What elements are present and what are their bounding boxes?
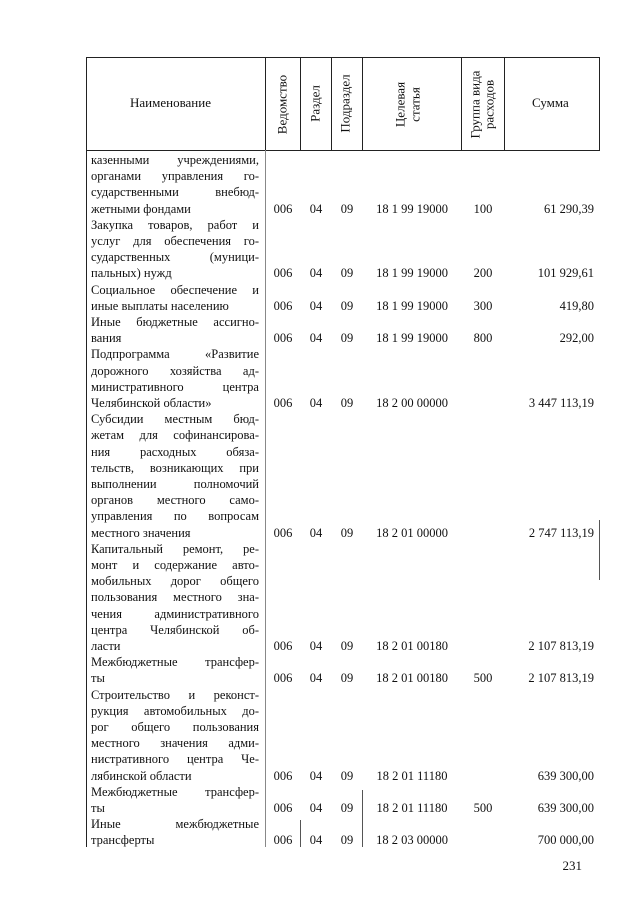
row-6-name [91, 541, 259, 654]
row-name-line: пальных) нужд [91, 266, 172, 281]
row-name-line: ты [91, 671, 105, 686]
row-9-grp: 500 [473, 801, 493, 815]
row-name-line: рукция автомобильных до- [91, 703, 259, 718]
row-8-name [91, 687, 259, 784]
row-2-name [91, 282, 259, 314]
row-name-line: Закупка товаров, работ и [91, 217, 259, 232]
row-7-ved: 006 [273, 671, 293, 686]
header-gruppa-1: Группа вида [467, 70, 483, 139]
row-name-line: пользования местного зна- [91, 590, 259, 605]
row-4-razd: 04 [309, 396, 323, 410]
row-2-ved: 006 [273, 298, 293, 313]
row-7-grp: 500 [473, 671, 493, 686]
row-5-razd: 04 [309, 525, 323, 540]
row-2-podr: 09 [340, 298, 354, 313]
row-1-grp: 200 [473, 266, 493, 281]
row-8-cel: 18 2 01 11180 [376, 768, 448, 783]
row-7-sum: 2 107 813,19 [528, 671, 594, 686]
row-name-line: вания [91, 331, 122, 346]
row-0-razd: 04 [309, 201, 323, 216]
body-sep-1 [265, 150, 266, 847]
row-name-line: жетам для софинансирова- [91, 428, 259, 443]
row-6-podr: 09 [340, 639, 354, 653]
row-3-ved: 006 [273, 331, 293, 346]
row-name-line: казенными учреждениями, [91, 153, 259, 167]
row-name-line: ты [91, 800, 105, 815]
row-5-ved: 006 [273, 525, 293, 540]
col-sep-3 [331, 57, 332, 150]
row-name-line: услуг для обеспечения го- [91, 233, 259, 248]
row-0-name [91, 152, 259, 217]
header-gruppa-2: расходов [481, 79, 497, 130]
header-podrazdel: Подраздел [337, 74, 353, 133]
row-3-cel: 18 1 99 19000 [376, 331, 448, 346]
row-name-line: Межбюджетные трансфер- [91, 655, 259, 670]
row-name-line: нистративного центра Че- [91, 752, 259, 767]
row-10-cel: 18 2 03 00000 [376, 833, 448, 848]
row-0-ved: 006 [273, 201, 293, 216]
row-7-name [91, 654, 259, 686]
table-left-border [86, 57, 87, 847]
row-name-line: лябинской области [91, 768, 192, 783]
header-summa: Сумма [532, 95, 569, 110]
row-3-grp: 800 [473, 331, 493, 346]
row-name-line: органов местного само- [91, 493, 259, 508]
row-4-ved: 006 [273, 396, 293, 410]
row-3-name [91, 314, 259, 346]
row-name-line: мобильных дорог общего [91, 574, 259, 589]
row-name-line: иные выплаты населению [91, 298, 229, 313]
header-celevaya-1: Целевая [392, 81, 408, 128]
row-0-cel: 18 1 99 19000 [376, 201, 448, 216]
row-name-line: ласти [91, 638, 121, 653]
row-name-line: ния расходных обяза- [91, 444, 259, 459]
row-4-podr: 09 [340, 396, 354, 410]
table-top-border [86, 57, 600, 58]
row-2-cel: 18 1 99 19000 [376, 298, 448, 313]
header-celevaya-2: статья [407, 87, 423, 122]
row-name-line: трансферты [91, 833, 155, 848]
row-5-podr: 09 [340, 525, 354, 540]
row-name-line: монт и содержание авто- [91, 557, 259, 572]
header-vedomstvo: Ведомство [274, 74, 290, 135]
row-8-sum: 639 300,00 [537, 768, 594, 783]
row-8-razd: 04 [309, 768, 323, 783]
row-name-line: Иные межбюджетные [91, 817, 259, 832]
row-10-sum: 700 000,00 [537, 833, 594, 848]
col-sep-6 [504, 57, 505, 150]
row-1-name [91, 217, 259, 282]
row-0-podr: 09 [340, 201, 354, 216]
col-sep-2 [300, 57, 301, 150]
row-6-ved: 006 [273, 639, 293, 653]
row-name-line: Субсидии местным бюд- [91, 412, 259, 427]
row-name-line: министративного центра [91, 379, 259, 394]
row-7-razd: 04 [309, 671, 323, 686]
header-name: Наименование [130, 95, 211, 110]
row-5-cel: 18 2 01 00000 [376, 525, 448, 540]
row-name-line: Иные бюджетные ассигно- [91, 315, 259, 329]
row-9-ved: 006 [273, 801, 293, 815]
row-name-line: Подпрограмма «Развитие [91, 347, 259, 362]
row-8-podr: 09 [340, 768, 354, 783]
row-8-ved: 006 [273, 768, 293, 783]
row-name-line: сударственными внебюд- [91, 185, 259, 200]
row-7-cel: 18 2 01 00180 [376, 671, 448, 686]
row-1-razd: 04 [309, 266, 323, 281]
row-name-line: Строительство и реконст- [91, 687, 259, 702]
row-name-line: местного значения адми- [91, 736, 259, 751]
row-name-line: Межбюджетные трансфер- [91, 784, 259, 799]
row-9-razd: 04 [309, 801, 323, 815]
row-name-line: сударственных (муници- [91, 250, 259, 265]
row-name-line: Челябинской области» [91, 395, 212, 410]
col-sep-1 [265, 57, 266, 150]
row-3-sum: 292,00 [559, 331, 594, 346]
row-4-sum: 3 447 113,19 [528, 396, 594, 410]
row-9-name [91, 784, 259, 816]
row-10-ved: 006 [273, 833, 293, 848]
row-2-razd: 04 [309, 298, 323, 313]
row-2-grp: 300 [473, 298, 493, 313]
row-2-sum: 419,80 [559, 298, 594, 313]
row-name-line: жетными фондами [91, 201, 191, 216]
row-0-grp: 100 [473, 201, 493, 216]
page-number: 231 [562, 858, 582, 873]
row-1-cel: 18 1 99 19000 [376, 266, 448, 281]
row-10-name [91, 816, 259, 848]
body-sep-right [599, 520, 600, 580]
row-4-cel: 18 2 00 00000 [376, 396, 448, 410]
row-6-sum: 2 107 813,19 [528, 639, 594, 653]
table-right-border [599, 57, 600, 150]
row-name-line: выполнении полномочий [91, 476, 259, 491]
row-3-razd: 04 [309, 331, 323, 346]
row-0-sum: 61 290,39 [544, 201, 594, 216]
row-name-line: управления по вопросам [91, 509, 259, 524]
row-6-cel: 18 2 01 00180 [376, 639, 448, 653]
row-name-line: Капитальный ремонт, ре- [91, 541, 259, 556]
row-name-line: дорожного хозяйства ад- [91, 363, 259, 378]
row-name-line: рог общего пользования [91, 719, 259, 734]
row-3-podr: 09 [340, 331, 354, 346]
row-5-sum: 2 747 113,19 [528, 525, 594, 540]
row-name-line: органами управления го- [91, 169, 259, 184]
row-6-razd: 04 [309, 639, 323, 653]
row-name-line: тельств, возникающих при [91, 460, 259, 475]
row-name-line: чения административного [91, 606, 259, 621]
row-5-name [91, 411, 259, 541]
row-name-line: Социальное обеспечение и [91, 282, 259, 297]
header-bottom-border [86, 150, 600, 151]
header-razdel: Раздел [307, 85, 323, 122]
col-sep-5 [461, 57, 462, 150]
row-9-sum: 639 300,00 [537, 801, 594, 815]
row-10-podr: 09 [340, 833, 354, 848]
row-4-name [91, 346, 259, 411]
row-10-razd: 04 [309, 833, 323, 848]
row-1-podr: 09 [340, 266, 354, 281]
row-7-podr: 09 [340, 671, 354, 686]
row-9-cel: 18 2 01 11180 [376, 801, 448, 815]
row-9-podr: 09 [340, 801, 354, 815]
row-name-line: местного значения [91, 525, 191, 540]
row-1-sum: 101 929,61 [537, 266, 594, 281]
col-sep-4 [362, 57, 363, 150]
row-name-line: центра Челябинской об- [91, 622, 259, 637]
row-1-ved: 006 [273, 266, 293, 281]
